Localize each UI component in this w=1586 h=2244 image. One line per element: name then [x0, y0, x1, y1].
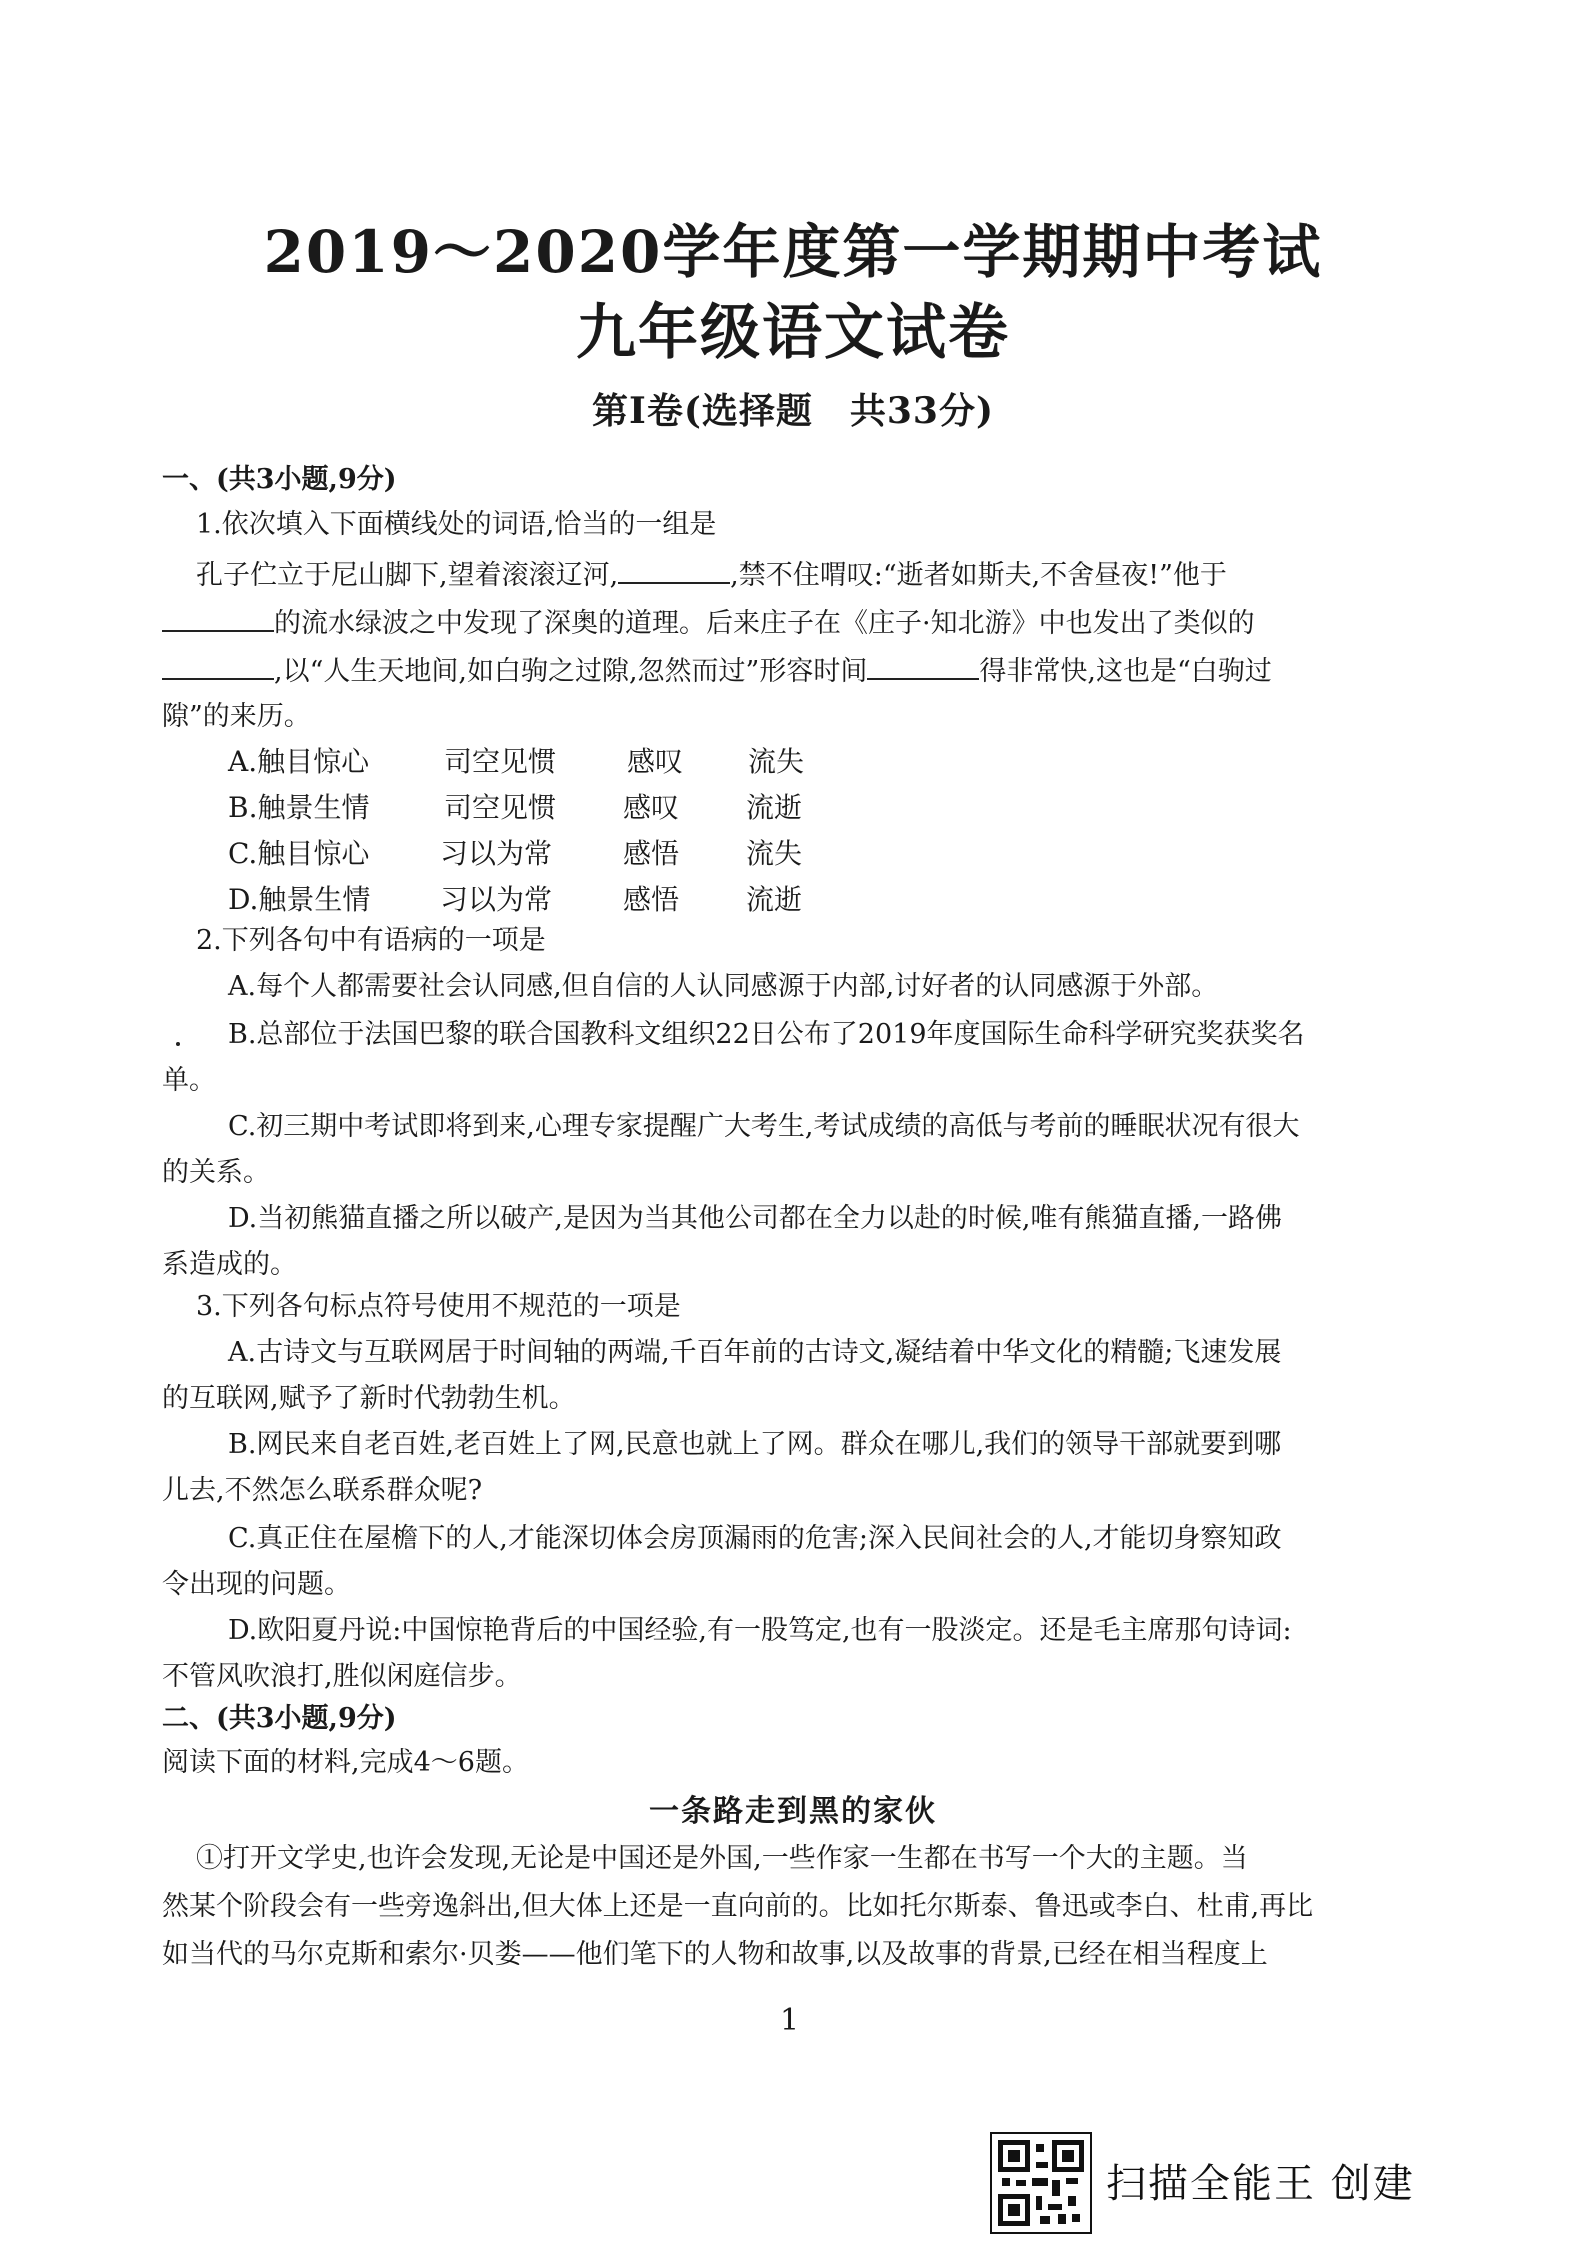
option-label: C.触目惊心: [228, 837, 370, 870]
qr-code-icon: [990, 2132, 1092, 2234]
q2-option-a: A.每个人都需要社会认同感,但自信的人认同感源于内部,讨好者的认同感源于外部。: [228, 971, 1219, 1002]
q2-option-c-line2: 的关系。: [162, 1157, 270, 1188]
option-cell: 流逝: [746, 883, 803, 916]
q2-option-b-line2: 单。: [162, 1065, 216, 1096]
q2-option-d-line2: 系造成的。: [162, 1249, 297, 1280]
q2-stem: 2.下列各句中有语病的一项是: [196, 925, 546, 956]
option-cell: 流失: [746, 837, 803, 870]
volume-heading: 第Ⅰ卷(选择题 共33分): [591, 390, 994, 432]
qr-module: [1066, 2178, 1078, 2184]
q3-option-a-line1: A.古诗文与互联网居于时间轴的两端,千百年前的古诗文,凝结着中华文化的精髓;飞速发展: [228, 1337, 1282, 1368]
q3-option-d-line1: D.欧阳夏丹说:中国惊艳背后的中国经验,有一股笃定,也有一股淡定。还是毛主席那句诗词:: [228, 1615, 1292, 1646]
q1-blank-4: [867, 652, 979, 680]
q1-passage-line4: 隙”的来历。: [162, 701, 311, 732]
qr-module: [1040, 2216, 1050, 2224]
qr-module: [1036, 2196, 1042, 2210]
q1-passage-text: 得非常快,这也是“白驹过: [979, 656, 1272, 687]
qr-module: [1058, 2214, 1066, 2224]
q3-option-b-line1: B.网民来自老百姓,老百姓上了网,民意也就上了网。群众在哪儿,我们的领导干部就要到哪: [228, 1429, 1282, 1460]
q1-passage-line2: [162, 604, 1255, 641]
q3-option-c-line1: C.真正住在屋檐下的人,才能深切体会房顶漏雨的危害;深入民间社会的人,才能切身察知政: [228, 1523, 1282, 1554]
option-cell: 感悟: [623, 837, 680, 870]
qr-module: [1036, 2162, 1048, 2168]
q3-stem: 3.下列各句标点符号使用不规范的一项是: [196, 1291, 681, 1322]
option-cell: 司空见惯: [444, 745, 557, 778]
qr-corner: [998, 2194, 1030, 2226]
q3-option-d-line2: 不管风吹浪打,胜似闲庭信步。: [162, 1661, 522, 1692]
q1-passage-text: 孔子伫立于尼山脚下,望着滚滚辽河,: [196, 560, 619, 591]
q1-passage-text: 的流水绿波之中发现了深奥的道理。后来庄子在《庄子·知北游》中也发出了类似的: [274, 608, 1255, 639]
scanner-watermark: 扫描全能王 创建: [1106, 2161, 1415, 2207]
section2-intro: 阅读下面的材料,完成4～6题。: [162, 1747, 529, 1778]
option-label: D.触景生情: [228, 883, 371, 916]
q2-option-c-line1: C.初三期中考试即将到来,心理专家提醒广大考生,考试成绩的高低与考前的睡眠状况有很大: [228, 1111, 1300, 1142]
q1-blank-1: [618, 556, 730, 584]
section1-heading: 一、(共3小题,9分): [162, 464, 397, 495]
q3-option-c-line2: 令出现的问题。: [162, 1569, 351, 1600]
article-paragraph-line1: ①打开文学史,也许会发现,无论是中国还是外国,一些作家一生都在书写一个大的主题。当: [196, 1843, 1248, 1874]
qr-module: [1048, 2204, 1062, 2210]
qr-module: [1052, 2180, 1060, 2196]
q2-option-b-line1: B.总部位于法国巴黎的联合国教科文组织22日公布了2019年度国际生命科学研究奖获奖名: [228, 1019, 1305, 1050]
qr-corner: [1052, 2140, 1084, 2172]
option-cell: 习以为常: [440, 883, 553, 916]
q2-option-d-line1: D.当初熊猫直播之所以破产,是因为当其他公司都在全力以赴的时候,唯有熊猫直播,一路佛: [228, 1203, 1283, 1234]
article-paragraph-line2: 然某个阶段会有一些旁逸斜出,但大体上还是一直向前的。比如托尔斯泰、鲁迅或李白、杜甫,再比: [162, 1891, 1314, 1922]
option-cell: 流失: [748, 745, 805, 778]
qr-module: [1002, 2178, 1010, 2186]
q3-option-b-line2: 儿去,不然怎么联系群众呢?: [162, 1475, 483, 1506]
qr-module: [1016, 2180, 1026, 2186]
option-cell: 习以为常: [440, 837, 553, 870]
q1-blank-3: [162, 652, 274, 680]
option-cell: 流逝: [746, 791, 803, 824]
option-cell: 感叹: [623, 791, 680, 824]
page-number: 1: [780, 2003, 800, 2038]
section2-heading: 二、(共3小题,9分): [162, 1703, 397, 1734]
q1-blank-2: [162, 604, 274, 632]
q1-passage-line3: [162, 652, 1272, 689]
option-cell: 感悟: [623, 883, 680, 916]
article-paragraph-line3: 如当代的马尔克斯和索尔·贝娄——他们笔下的人物和故事,以及故事的背景,已经在相当程度上: [162, 1939, 1268, 1970]
exam-subtitle: 九年级语文试卷: [576, 298, 1010, 368]
option-label: A.触目惊心: [228, 745, 370, 778]
q1-stem: 1.依次填入下面横线处的词语,恰当的一组是: [196, 509, 717, 540]
qr-module: [1036, 2144, 1044, 2152]
q1-passage-text: ,禁不住喟叹:“逝者如斯夫,不舍昼夜!”他于: [730, 560, 1227, 591]
q3-option-a-line2: 的互联网,赋予了新时代勃勃生机。: [162, 1383, 576, 1414]
article-title: 一条路走到黑的家伙: [649, 1794, 937, 1829]
exam-title: 2019～2020学年度第一学期期中考试: [263, 218, 1323, 286]
qr-module: [1032, 2178, 1048, 2186]
scan-speck: [176, 1042, 180, 1046]
qr-corner: [998, 2140, 1030, 2172]
q1-passage-line1: [196, 556, 1227, 593]
qr-module: [1072, 2214, 1080, 2222]
qr-module: [1068, 2196, 1076, 2206]
option-cell: 感叹: [627, 745, 684, 778]
option-label: B.触景生情: [228, 791, 370, 824]
option-cell: 司空见惯: [444, 791, 557, 824]
q1-passage-text: ,以“人生天地间,如白驹之过隙,忽然而过”形容时间: [274, 656, 868, 687]
